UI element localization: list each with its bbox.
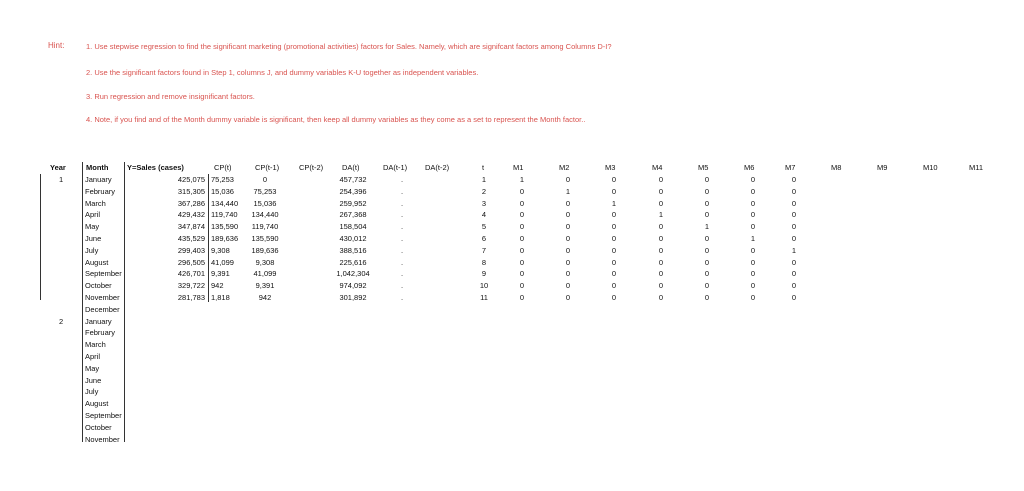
month-cell: January xyxy=(85,175,112,184)
hint-label: Hint: xyxy=(48,41,65,50)
cp-cell: 75,253 xyxy=(211,175,234,184)
da-cell: 267,368 xyxy=(339,210,367,220)
month-cell: November xyxy=(85,434,120,444)
cp1-cell: 134,440 xyxy=(251,210,279,220)
sales-cell: 426,701 xyxy=(177,269,205,279)
da-cell: 254,396 xyxy=(339,186,367,196)
month-cell: November xyxy=(85,293,120,302)
da-cell: 388,516 xyxy=(339,245,367,255)
month-cell: September xyxy=(85,411,122,420)
m7-cell: 0 xyxy=(791,198,797,208)
m6-cell: 0 xyxy=(750,222,756,232)
m5-cell: 0 xyxy=(704,210,710,220)
cp-cell: 119,740 xyxy=(211,210,238,220)
month-cell: September xyxy=(85,269,122,279)
header-sales: Y=Sales (cases) xyxy=(127,163,184,172)
m6-cell: 0 xyxy=(750,245,756,255)
da-cell: 225,616 xyxy=(339,257,367,267)
month-cell: June xyxy=(85,234,102,243)
m4-cell: 0 xyxy=(658,234,664,243)
sales-cell: 425,075 xyxy=(177,175,205,184)
m6-cell: 0 xyxy=(750,198,756,208)
m2-cell: 1 xyxy=(565,186,571,196)
t-cell: 5 xyxy=(481,222,487,232)
m7-cell: 0 xyxy=(791,175,797,184)
month-cell: April xyxy=(85,210,101,220)
m4-cell: 1 xyxy=(658,210,664,220)
m7-cell: 0 xyxy=(791,234,797,243)
da-cell: 974,092 xyxy=(339,281,367,291)
m3-cell: 0 xyxy=(611,269,617,279)
m6-cell: 0 xyxy=(750,210,756,220)
m2-cell: 0 xyxy=(565,293,571,302)
m7-cell: 1 xyxy=(791,245,797,255)
month-cell: March xyxy=(85,198,106,208)
cp1-cell: 9,391 xyxy=(255,281,275,291)
border-month-year2 xyxy=(124,304,125,442)
month-cell: July xyxy=(85,387,99,397)
m5-cell: 0 xyxy=(704,198,710,208)
m5-cell: 0 xyxy=(704,186,710,196)
m4-cell: 0 xyxy=(658,257,664,267)
t-cell: 7 xyxy=(481,245,487,255)
m1-cell: 1 xyxy=(519,175,525,184)
m6-cell: 0 xyxy=(750,281,756,291)
header-da: DA(t) xyxy=(342,163,360,172)
da-cell: 259,952 xyxy=(339,198,367,208)
da-cell: 1,042,304 xyxy=(336,269,370,279)
border-month-year1-left xyxy=(40,174,41,300)
cp-cell: 41,099 xyxy=(211,257,234,267)
m6-cell: 0 xyxy=(750,175,756,184)
m7-cell: 0 xyxy=(791,257,797,267)
m7-cell: 0 xyxy=(791,210,797,220)
t-cell: 4 xyxy=(481,210,487,220)
border-month-sales xyxy=(124,162,125,304)
header-m1: M1 xyxy=(513,163,524,172)
m3-cell: 0 xyxy=(611,293,617,302)
da-cell: 430,012 xyxy=(339,234,367,243)
m1-cell: 0 xyxy=(519,257,525,267)
month-cell: October xyxy=(85,422,112,432)
m2-cell: 0 xyxy=(565,234,571,243)
da1-cell: . xyxy=(400,175,404,184)
m7-cell: 0 xyxy=(791,293,797,302)
cp1-cell: 75,253 xyxy=(253,186,277,196)
sales-cell: 315,305 xyxy=(177,186,205,196)
m1-cell: 0 xyxy=(519,222,525,232)
m7-cell: 0 xyxy=(791,281,797,291)
sales-cell: 296,505 xyxy=(177,257,205,267)
header-cp1: CP(t-1) xyxy=(255,163,280,172)
m1-cell: 0 xyxy=(519,245,525,255)
header-m3: M3 xyxy=(605,163,616,172)
da1-cell: . xyxy=(400,269,404,279)
m1-cell: 0 xyxy=(519,281,525,291)
sales-cell: 347,874 xyxy=(177,222,205,232)
month-cell: March xyxy=(85,340,106,350)
m4-cell: 0 xyxy=(658,186,664,196)
da-cell: 301,892 xyxy=(339,293,367,302)
t-cell: 3 xyxy=(481,198,487,208)
cp1-cell: 189,636 xyxy=(251,245,279,255)
month-cell: May xyxy=(85,363,100,373)
m5-cell: 0 xyxy=(704,269,710,279)
t-cell: 2 xyxy=(481,186,487,196)
m2-cell: 0 xyxy=(565,222,571,232)
header-m11: M11 xyxy=(969,163,984,172)
da1-cell: . xyxy=(400,222,404,232)
month-cell: June xyxy=(85,375,102,385)
header-m6: M6 xyxy=(744,163,755,172)
header-m4: M4 xyxy=(652,163,663,172)
cp-cell: 135,590 xyxy=(211,222,239,232)
m1-cell: 0 xyxy=(519,234,525,243)
cp1-cell: 942 xyxy=(258,293,272,302)
month-cell: July xyxy=(85,245,99,255)
da1-cell: . xyxy=(400,234,404,243)
sales-cell: 367,286 xyxy=(177,198,205,208)
m6-cell: 0 xyxy=(750,257,756,267)
header-m9: M9 xyxy=(877,163,888,172)
cp-cell: 189,636 xyxy=(211,234,239,243)
m6-cell: 0 xyxy=(750,186,756,196)
sales-cell: 281,783 xyxy=(177,293,205,302)
da1-cell: . xyxy=(400,186,404,196)
da1-cell: . xyxy=(400,293,404,302)
header-m2: M2 xyxy=(559,163,570,172)
m4-cell: 0 xyxy=(658,245,664,255)
border-year-month xyxy=(82,162,83,304)
m6-cell: 1 xyxy=(750,234,756,243)
cp-cell: 134,440 xyxy=(211,198,239,208)
m3-cell: 0 xyxy=(611,245,617,255)
m5-cell: 0 xyxy=(704,175,710,184)
border-sales-cp xyxy=(208,174,209,302)
cp-cell: 9,308 xyxy=(211,245,230,255)
header-month: Month xyxy=(86,163,109,172)
cp1-cell: 119,740 xyxy=(251,222,279,232)
m1-cell: 0 xyxy=(519,269,525,279)
da1-cell: . xyxy=(400,245,404,255)
cp1-cell: 9,308 xyxy=(255,257,275,267)
m3-cell: 0 xyxy=(611,175,617,184)
sales-cell: 429,432 xyxy=(177,210,205,220)
header-da1: DA(t-1) xyxy=(383,163,408,172)
header-cp2: CP(t-2) xyxy=(299,163,324,172)
m4-cell: 0 xyxy=(658,281,664,291)
m3-cell: 1 xyxy=(611,198,617,208)
t-cell: 8 xyxy=(481,257,487,267)
m2-cell: 0 xyxy=(565,257,571,267)
m5-cell: 1 xyxy=(704,222,710,232)
m7-cell: 0 xyxy=(791,222,797,232)
year-1: 1 xyxy=(59,175,64,184)
month-cell: August xyxy=(85,399,109,409)
m3-cell: 0 xyxy=(611,186,617,196)
month-cell: February xyxy=(85,328,116,338)
m7-cell: 0 xyxy=(791,186,797,196)
m3-cell: 0 xyxy=(611,210,617,220)
m1-cell: 0 xyxy=(519,293,525,302)
da-cell: 158,504 xyxy=(339,222,367,232)
m5-cell: 0 xyxy=(704,281,710,291)
header-m10: M10 xyxy=(923,163,938,172)
cp1-cell: 15,036 xyxy=(253,198,277,208)
m4-cell: 0 xyxy=(658,269,664,279)
m2-cell: 0 xyxy=(565,198,571,208)
header-m5: M5 xyxy=(698,163,709,172)
cp1-cell: 0 xyxy=(262,175,268,184)
month-cell: April xyxy=(85,352,101,361)
hint-line-1: 1. Use stepwise regression to find the significant marketing (promotional activities) factors for Sales. Namely, which are signifcant factors among Columns D-I? xyxy=(86,42,612,51)
hint-line-2: 2. Use the significant factors found in Step 1, columns J, and dummy variables K-U together as independent variables. xyxy=(86,68,479,77)
border-year-month-2 xyxy=(82,304,83,442)
cp-cell: 942 xyxy=(211,281,224,291)
cp-cell: 15,036 xyxy=(211,186,234,196)
m3-cell: 0 xyxy=(611,222,617,232)
da1-cell: . xyxy=(400,198,404,208)
header-t: t xyxy=(482,163,485,172)
m4-cell: 0 xyxy=(658,198,664,208)
t-cell: 1 xyxy=(481,175,487,184)
cp1-cell: 41,099 xyxy=(253,269,277,279)
m1-cell: 0 xyxy=(519,186,525,196)
month-cell: August xyxy=(85,257,109,267)
m3-cell: 0 xyxy=(611,257,617,267)
da1-cell: . xyxy=(400,257,404,267)
da1-cell: . xyxy=(400,210,404,220)
month-cell: October xyxy=(85,281,112,291)
m4-cell: 0 xyxy=(658,293,664,302)
month-cell: February xyxy=(85,186,116,196)
sales-cell: 329,722 xyxy=(177,281,205,291)
m5-cell: 0 xyxy=(704,257,710,267)
m6-cell: 0 xyxy=(750,269,756,279)
da-cell: 457,732 xyxy=(339,175,367,184)
cp1-cell: 135,590 xyxy=(251,234,279,243)
month-cell: January xyxy=(85,316,112,326)
m3-cell: 0 xyxy=(611,281,617,291)
header-year: Year xyxy=(50,163,66,172)
sales-cell: 435,529 xyxy=(177,234,205,243)
m5-cell: 0 xyxy=(704,293,710,302)
m1-cell: 0 xyxy=(519,210,525,220)
month-cell: May xyxy=(85,222,100,232)
da1-cell: . xyxy=(400,281,404,291)
m5-cell: 0 xyxy=(704,234,710,243)
header-m7: M7 xyxy=(785,163,796,172)
m2-cell: 0 xyxy=(565,281,571,291)
m7-cell: 0 xyxy=(791,269,797,279)
header-cp: CP(t) xyxy=(214,163,232,172)
cp-cell: 9,391 xyxy=(211,269,230,279)
m6-cell: 0 xyxy=(750,293,756,302)
t-cell: 6 xyxy=(481,234,487,243)
m4-cell: 0 xyxy=(658,175,664,184)
m2-cell: 0 xyxy=(565,210,571,220)
sales-cell: 299,403 xyxy=(177,245,205,255)
month-cell: December xyxy=(85,304,120,314)
year-2: 2 xyxy=(59,317,64,326)
hint-line-4: 4. Note, if you find and of the Month dummy variable is significant, then keep all dummy variables as they come as a set to represent the Month factor.. xyxy=(86,115,586,124)
m5-cell: 0 xyxy=(704,245,710,255)
m2-cell: 0 xyxy=(565,269,571,279)
m3-cell: 0 xyxy=(611,234,617,243)
header-da2: DA(t-2) xyxy=(425,163,450,172)
m2-cell: 0 xyxy=(565,175,571,184)
cp-cell: 1,818 xyxy=(211,293,230,302)
m1-cell: 0 xyxy=(519,198,525,208)
m4-cell: 0 xyxy=(658,222,664,232)
t-cell: 9 xyxy=(481,269,487,279)
hint-line-3: 3. Run regression and remove insignificant factors. xyxy=(86,92,255,101)
m2-cell: 0 xyxy=(565,245,571,255)
header-m8: M8 xyxy=(831,163,842,172)
t-cell: 10 xyxy=(479,281,489,291)
t-cell: 11 xyxy=(480,293,488,302)
